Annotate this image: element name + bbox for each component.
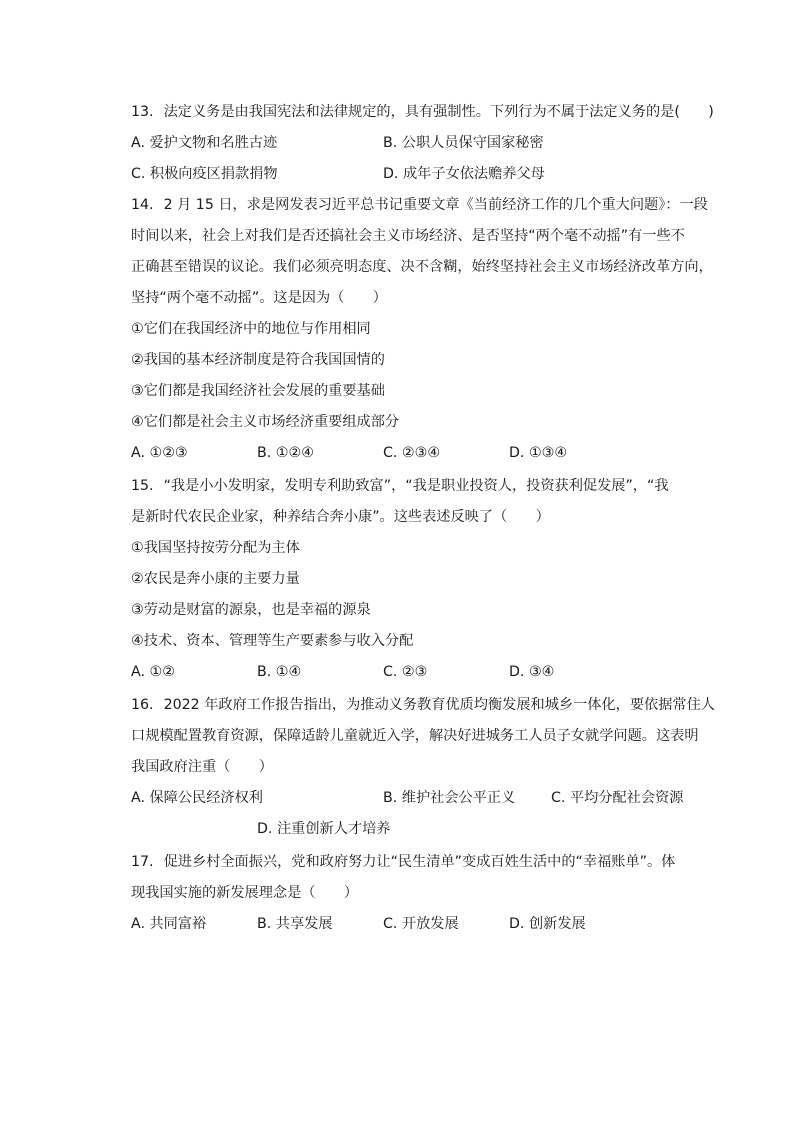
question-16-stem-line-2: 口规模配置教育资源，保障适龄儿童就近入学，解决好进城务工人员子女就学问题。这表明 — [131, 728, 699, 744]
question-14-option-d: D. ①③④ — [509, 445, 568, 461]
question-14-statement-2: ②我国的基本经济制度是符合我国国情的 — [131, 352, 385, 368]
question-13-option-b: B. 公职人员保守国家秘密 — [383, 135, 544, 151]
question-17-stem-line-2: 现我国实施的新发展理念是（ ） — [131, 885, 359, 901]
question-14-option-a: A. ①②③ — [131, 445, 188, 461]
question-15-option-d: D. ③④ — [509, 664, 555, 680]
question-13-number: 13. — [131, 104, 154, 120]
question-14-stem-line-1: 14. 2 月 15 日，求是网发表习近平总书记重要文章《当前经济工作的几个重大问题》：一段 — [131, 197, 708, 213]
question-15-option-c: C. ②③ — [383, 664, 428, 680]
question-14-number: 14. — [131, 197, 154, 213]
question-13-option-c: C. 积极向疫区捐款捐物 — [131, 166, 278, 182]
question-14-option-c: C. ②③④ — [383, 445, 441, 461]
question-15-option-b: B. ①④ — [257, 664, 302, 680]
question-13-option-d: D. 成年子女依法赡养父母 — [383, 166, 545, 182]
question-17-stem-line-1: 17. 促进乡村全面振兴，党和政府努力让“民生清单”变成百姓生活中的“幸福账单”。体 — [131, 854, 676, 870]
question-16-stem-line-3: 我国政府注重（ ） — [131, 759, 273, 775]
question-14-stem-line-4: 坚持“两个毫不动摇”。这是因为（ ） — [131, 290, 387, 306]
question-16-option-b: B. 维护社会公平正义 — [383, 790, 516, 806]
question-15-number: 15. — [131, 478, 154, 494]
question-16-option-c: C. 平均分配社会资源 — [551, 790, 684, 806]
question-14-statement-3: ③它们都是我国经济社会发展的重要基础 — [131, 383, 385, 399]
question-13-stem-line-1: 13. 法定义务是由我国宪法和法律规定的，具有强制性。下列行为不属于法定义务的是( ) — [131, 104, 714, 120]
question-15-stem-line-2: 是新时代农民企业家，种养结合奔小康”。这些表述反映了（ ） — [131, 509, 550, 525]
question-14-stem-line-3: 正确甚至错误的议论。我们必须亮明态度、决不含糊，始终坚持社会主义市场经济改革方向， — [131, 259, 713, 275]
question-16-option-a: A. 保障公民经济权利 — [131, 790, 263, 806]
question-17-option-d: D. 创新发展 — [509, 916, 586, 932]
question-16-stem-line-1: 16. 2022 年政府工作报告指出，为推动义务教育优质均衡发展和城乡一体化，要依据常住人 — [131, 697, 715, 713]
question-17-option-c: C. 开放发展 — [383, 916, 459, 932]
question-15-statement-2: ②农民是奔小康的主要力量 — [131, 571, 300, 587]
question-17-option-a: A. 共同富裕 — [131, 916, 207, 932]
question-17-number: 17. — [131, 854, 154, 870]
question-16-option-d: D. 注重创新人才培养 — [257, 821, 391, 837]
question-14-statement-1: ①它们在我国经济中的地位与作用相同 — [131, 321, 371, 337]
question-15-statement-1: ①我国坚持按劳分配为主体 — [131, 540, 300, 556]
question-15-option-a: A. ①② — [131, 664, 175, 680]
question-15-statement-4: ④技术、资本、管理等生产要素参与收入分配 — [131, 633, 414, 649]
question-14-statement-4: ④它们都是社会主义市场经济重要组成部分 — [131, 414, 400, 430]
question-13-option-a: A. 爱护文物和名胜古迹 — [131, 135, 278, 151]
question-15-stem-line-1: 15. “我是小小发明家，发明专利助致富”，“我是职业投资人，投资获利促发展”，“我 — [131, 478, 669, 494]
question-14-stem-line-2: 时间以来，社会上对我们是否还搞社会主义市场经济、是否坚持“两个毫不动摇”有一些不 — [131, 228, 685, 244]
question-15-statement-3: ③劳动是财富的源泉，也是幸福的源泉 — [131, 602, 371, 618]
question-14-option-b: B. ①②④ — [257, 445, 314, 461]
question-17-option-b: B. 共享发展 — [257, 916, 333, 932]
question-16-number: 16. — [131, 697, 154, 713]
